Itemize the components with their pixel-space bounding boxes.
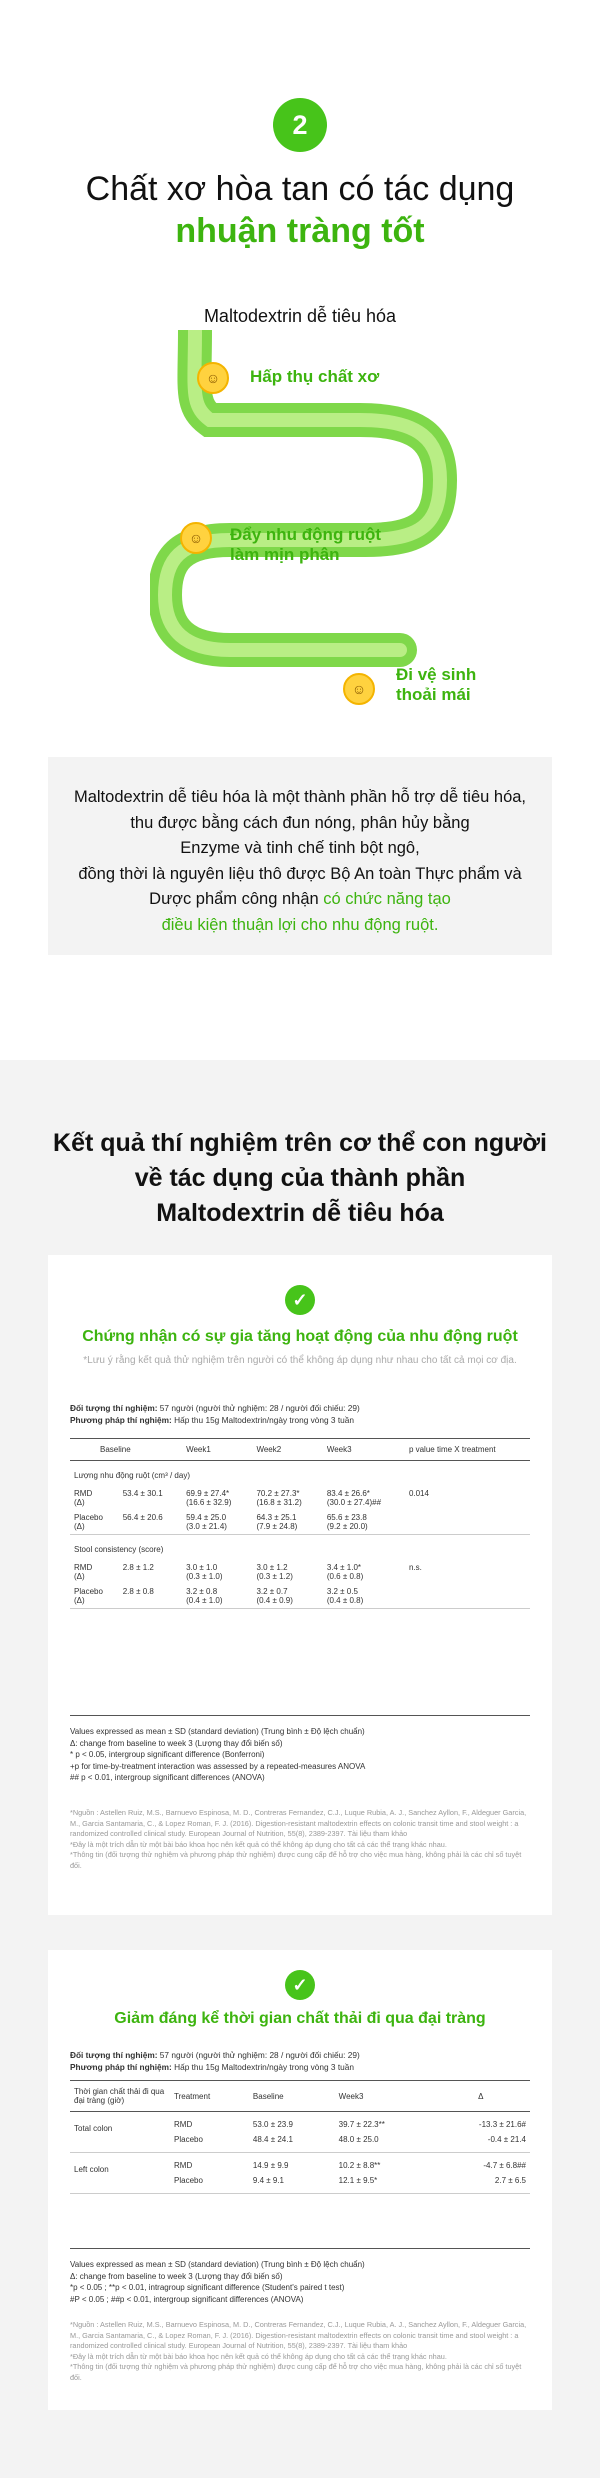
col-baseline: Baseline — [249, 2081, 335, 2112]
meta-method — [70, 1415, 360, 1427]
check-icon: ✓ — [285, 1285, 315, 1315]
meta-label: Đối tượng thí nghiệm: — [70, 1403, 158, 1413]
meta-subjects — [70, 1403, 360, 1415]
value: 3.0 ± 1.0 — [186, 1563, 218, 1572]
group-delta: (Δ) — [74, 1596, 85, 1605]
group-delta: (Δ) — [74, 1522, 85, 1531]
week3-cell — [335, 2112, 432, 2153]
experiment-meta — [70, 2050, 360, 2073]
baseline-cell: 53.4 ± 30.1 — [122, 1489, 163, 1498]
reference: *Thông tin (đối tượng thử nghiệm và phương pháp thử nghiệm) được cung cấp để hỗ trợ cho việc mua hàng, không phải là các chỉ số tuyệt đối. — [70, 2362, 522, 2382]
group-name: Placebo — [74, 1587, 103, 1596]
group-name: RMD — [74, 1489, 93, 1498]
table-row — [70, 2153, 530, 2194]
meta-value: Hấp thu 15g Maltodextrin/ngày trong vòng 3 tuần — [171, 2061, 354, 2072]
table-row — [70, 1560, 530, 1584]
week3-cell — [323, 1510, 405, 1535]
value: 64.3 ± 25.1 — [256, 1513, 297, 1522]
footnote: * p < 0.05, intergroup significant difference (Bonferroni) — [70, 1750, 265, 1760]
motility-table — [70, 1438, 530, 1609]
value: -13.3 ± 21.6# — [478, 2120, 526, 2129]
reference: *Đây là một trích dẫn từ một bài báo khoa học nên kết quả có thể không áp dụng cho tất cả các thể trạng khác nhau. — [70, 2351, 447, 2361]
value: 12.1 ± 9.5* — [338, 2176, 378, 2185]
check-icon: ✓ — [285, 1970, 315, 2000]
value: 2.7 ± 6.5 — [494, 2176, 526, 2185]
value: 53.0 ± 23.9 — [252, 2120, 293, 2129]
table-header-row — [70, 1439, 530, 1461]
value: 10.2 ± 8.8** — [338, 2161, 381, 2170]
value: 69.9 ± 27.4* — [186, 1489, 230, 1498]
footnotes — [70, 1715, 530, 1784]
section-row — [70, 1461, 530, 1487]
gut-label-push — [230, 525, 381, 566]
group-delta: (Δ) — [74, 1572, 85, 1581]
week1-cell — [182, 1584, 252, 1609]
treatment-cell — [170, 2153, 249, 2194]
value: 3.2 ± 0.5 — [326, 1587, 358, 1596]
group-cell — [70, 1486, 119, 1510]
col-delta: Δ — [432, 2081, 530, 2112]
description-box — [48, 757, 552, 955]
baseline-cell: 2.8 ± 1.2 — [122, 1563, 154, 1572]
meta-value: 57 người (người thử nghiệm: 28 / người đối chiếu: 29) — [157, 1403, 360, 1413]
value: 48.4 ± 24.1 — [252, 2135, 293, 2144]
col-p-value: p value time X treatment — [405, 1439, 530, 1461]
grinning-face-icon: ☺ — [343, 673, 375, 705]
value: 3.2 ± 0.7 — [256, 1587, 288, 1596]
value: RMD — [174, 2161, 193, 2170]
meta-label: Phương pháp thí nghiệm: — [70, 1414, 172, 1425]
value: 3.2 ± 0.8 — [186, 1587, 218, 1596]
delta: (0.3 ± 1.2) — [256, 1572, 293, 1581]
description-line: đồng thời là nguyên liệu thô được Bộ An toàn Thực phẩm và — [78, 864, 522, 883]
description-line: thu được bằng cách đun nóng, phân hủy bằng — [130, 813, 470, 832]
value: 65.6 ± 23.8 — [326, 1513, 367, 1522]
table-row — [70, 1584, 530, 1609]
baseline-cell — [249, 2153, 335, 2194]
baseline-cell: 2.8 ± 0.8 — [119, 1584, 182, 1609]
treatment-cell — [170, 2112, 249, 2153]
value: -4.7 ± 6.8## — [483, 2161, 526, 2170]
description-highlight: có chức năng tạo — [323, 890, 451, 909]
delta: (9.2 ± 20.0) — [326, 1522, 368, 1531]
card-note: *Lưu ý rằng kết quả thử nghiệm trên người có thể không áp dụng như nhau cho tất cả mọi cơ địa. — [83, 1355, 517, 1366]
description-line: Enzyme và tinh chế tinh bột ngô, — [180, 839, 420, 858]
group-delta: (Δ) — [74, 1498, 85, 1507]
delta: (16.8 ± 31.2) — [256, 1498, 302, 1507]
week3-cell — [335, 2153, 432, 2194]
reference: *Đây là một trích dẫn từ một bài báo khoa học nên kết quả có thể không áp dụng cho tất cả các thể trạng khác nhau. — [70, 1839, 447, 1849]
value: 59.4 ± 25.0 — [186, 1513, 227, 1522]
delta: (7.9 ± 24.8) — [256, 1522, 298, 1531]
delta: (0.4 ± 1.0) — [186, 1596, 223, 1605]
baseline-cell: 56.4 ± 20.6 — [119, 1510, 182, 1535]
value: Placebo — [174, 2135, 203, 2144]
results-section — [0, 1060, 600, 2478]
group-name: RMD — [74, 1563, 93, 1572]
delta: (0.4 ± 0.9) — [256, 1596, 293, 1605]
week1-cell — [182, 1486, 252, 1510]
p-cell — [405, 1584, 530, 1609]
week3-cell — [323, 1560, 405, 1584]
result-card-motility — [48, 1255, 552, 1915]
meta-value: Hấp thu 15g Maltodextrin/ngày trong vòng 3 tuần — [171, 1414, 354, 1425]
site-cell: Total colon — [70, 2112, 170, 2153]
week3-cell — [323, 1584, 405, 1609]
gut-label-push-line1: Đẩy nhu động ruột — [230, 525, 382, 544]
meta-value: 57 người (người thử nghiệm: 28 / người đối chiếu: 29) — [157, 2050, 360, 2060]
meta-label: Phương pháp thí nghiệm: — [70, 2061, 172, 2072]
baseline-cell — [249, 2112, 335, 2153]
delta: (0.6 ± 0.8) — [326, 1572, 364, 1581]
gut-label-push-line2: làm mịn phân — [230, 545, 340, 565]
delta: (0.3 ± 1.0) — [186, 1572, 223, 1581]
col-baseline: Baseline — [70, 1439, 182, 1461]
results-title — [0, 1126, 600, 1231]
week1-cell — [182, 1560, 252, 1584]
value: 14.9 ± 9.9 — [252, 2161, 289, 2170]
gut-label-relief-line2: thoải mái — [396, 685, 471, 705]
results-title-line: về tác dụng của thành phần — [134, 1164, 466, 1192]
blushing-face-icon: ☺ — [180, 522, 212, 554]
footnote: *p < 0.05 ; **p < 0.01, intragroup significant difference (Student's paired t test) — [70, 2283, 345, 2293]
value: 48.0 ± 25.0 — [338, 2135, 379, 2144]
week2-cell — [252, 1510, 322, 1535]
week2-cell — [252, 1486, 322, 1510]
delta: (0.4 ± 0.8) — [326, 1596, 364, 1605]
result-card-transit — [48, 1950, 552, 2410]
value: 9.4 ± 9.1 — [252, 2176, 284, 2185]
section-label: Lượng nhu động ruột (cm³ / day) — [74, 1471, 190, 1480]
p-cell: n.s. — [408, 1563, 422, 1572]
transit-table — [70, 2080, 530, 2194]
value: RMD — [174, 2120, 193, 2129]
value: 3.4 ± 1.0* — [326, 1563, 362, 1572]
value: 83.4 ± 26.6* — [326, 1489, 370, 1498]
value: 3.0 ± 1.2 — [256, 1563, 288, 1572]
col-treatment: Treatment — [170, 2081, 249, 2112]
table-header-row — [70, 2081, 530, 2112]
col-week3: Week3 — [335, 2081, 432, 2112]
footnote: ## p < 0.01, intergroup significant differences (ANOVA) — [70, 1773, 265, 1783]
week2-cell — [252, 1560, 322, 1584]
reference: *Thông tin (đối tượng thử nghiệm và phương pháp thử nghiệm) được cung cấp để hỗ trợ cho việc mua hàng, không phải là các chỉ số tuyệt đối. — [70, 1850, 522, 1870]
footnote: Values expressed as mean ± SD (standard deviation) (Trung bình ± Độ lệch chuẩn) — [70, 2260, 365, 2269]
col-transit-time: Thời gian chất thải đi qua đại tràng (giờ) — [70, 2081, 170, 2112]
intro-section — [0, 0, 600, 1060]
description-highlight: điều kiện thuận lợi cho nhu động ruột. — [161, 915, 439, 934]
description-line — [48, 887, 552, 913]
description-line: Maltodextrin dễ tiêu hóa là một thành phần hỗ trợ dễ tiêu hóa, — [73, 788, 527, 806]
p-cell: 0.014 — [408, 1489, 429, 1498]
table-row — [70, 1510, 530, 1535]
card-title: Giảm đáng kể thời gian chất thải đi qua đại tràng — [114, 2010, 486, 2027]
footnote: Values expressed as mean ± SD (standard deviation) (Trung bình ± Độ lệch chuẩn) — [70, 1727, 365, 1736]
table-row — [70, 1486, 530, 1510]
card-title: Chứng nhận có sự gia tăng hoạt động của nhu động ruột — [82, 1328, 518, 1345]
references — [70, 2320, 530, 2383]
happy-face-icon: ☺ — [197, 362, 229, 394]
delta: (16.6 ± 32.9) — [186, 1498, 232, 1507]
reference: *Nguồn : Astellen Ruiz, M.S., Barnuevo Espinosa, M. D., Contreras Fernandez, C.J., Luque Rubia, A. J., Sanchez Ayllon, F., Aldeguer Garcia, M., Garcia Santamaria, C., & Lopez Roman, F. J. (2016). Digestion-resistant maltodextrin effects on colonic transit time and stool weight : a randomized controlled clinical study. European Journal of Nutrition, 55(8), 2389-2397. Tài liệu tham khảo — [70, 2320, 527, 2351]
col-week3: Week3 — [323, 1439, 405, 1461]
meta-subjects — [70, 2050, 360, 2062]
delta: (3.0 ± 21.4) — [186, 1522, 227, 1531]
footnote: Δ: change from baseline to week 3 (Lượng thay đổi biến số) — [70, 2271, 283, 2281]
value: 39.7 ± 22.3** — [338, 2120, 385, 2129]
section-label: Stool consistency (score) — [74, 1545, 164, 1554]
references — [70, 1808, 530, 1871]
delta-cell — [432, 2153, 530, 2194]
results-title-line: Maltodextrin dễ tiêu hóa — [156, 1199, 444, 1227]
gut-label-relief-line1: Đi vệ sinh — [396, 665, 477, 684]
col-week1: Week1 — [182, 1439, 252, 1461]
step-badge: 2 — [273, 98, 327, 152]
group-cell — [70, 1584, 119, 1609]
reference: *Nguồn : Astellen Ruiz, M.S., Barnuevo Espinosa, M. D., Contreras Fernandez, C.J., Luque Rubia, A. J., Sanchez Ayllon, F., Aldeguer Garcia, M., Garcia Santamaria, C., & Lopez Roman, F. J. (2016). Digestion-resistant maltodextrin effects on colonic transit time and stool weight : a randomized controlled clinical study. European Journal of Nutrition, 55(8), 2389-2397. Tài liệu tham khảo — [70, 1808, 527, 1839]
footnotes — [70, 2248, 530, 2305]
group-cell — [70, 1510, 119, 1535]
value: 70.2 ± 27.3* — [256, 1489, 300, 1498]
footnote: #P < 0.05 ; ##p < 0.01, intergroup significant differences (ANOVA) — [70, 2294, 304, 2304]
description-text: Dược phẩm công nhận — [149, 890, 324, 909]
week1-cell — [182, 1510, 252, 1535]
gut-label-relief — [396, 665, 476, 706]
value: -0.4 ± 21.4 — [487, 2135, 526, 2144]
col-week2: Week2 — [252, 1439, 322, 1461]
title-line2: nhuận tràng tốt — [175, 212, 425, 250]
meta-method — [70, 2062, 360, 2074]
experiment-meta — [70, 1403, 360, 1426]
delta-cell — [432, 2112, 530, 2153]
subtitle: Maltodextrin dễ tiêu hóa — [203, 306, 397, 326]
value: Placebo — [174, 2176, 203, 2185]
group-name: Placebo — [74, 1513, 103, 1522]
footnote: Δ: change from baseline to week 3 (Lượng thay đổi biến số) — [70, 1738, 283, 1748]
week3-cell — [323, 1486, 405, 1510]
p-cell — [405, 1510, 530, 1535]
title-line1: Chất xơ hòa tan có tác dụng — [85, 170, 515, 208]
delta: (30.0 ± 27.4)## — [326, 1498, 382, 1507]
results-title-line: Kết quả thí nghiệm trên cơ thể con người — [53, 1129, 547, 1157]
group-cell — [70, 1560, 119, 1584]
footnote: +p for time-by-treatment interaction was assessed by a repeated-measures ANOVA — [70, 1761, 366, 1771]
gut-label-absorb: Hấp thụ chất xơ — [250, 367, 380, 386]
site-cell: Left colon — [70, 2153, 170, 2194]
table-row — [70, 2112, 530, 2153]
section-row — [70, 1535, 530, 1561]
meta-label: Đối tượng thí nghiệm: — [70, 2050, 158, 2060]
week2-cell — [252, 1584, 322, 1609]
